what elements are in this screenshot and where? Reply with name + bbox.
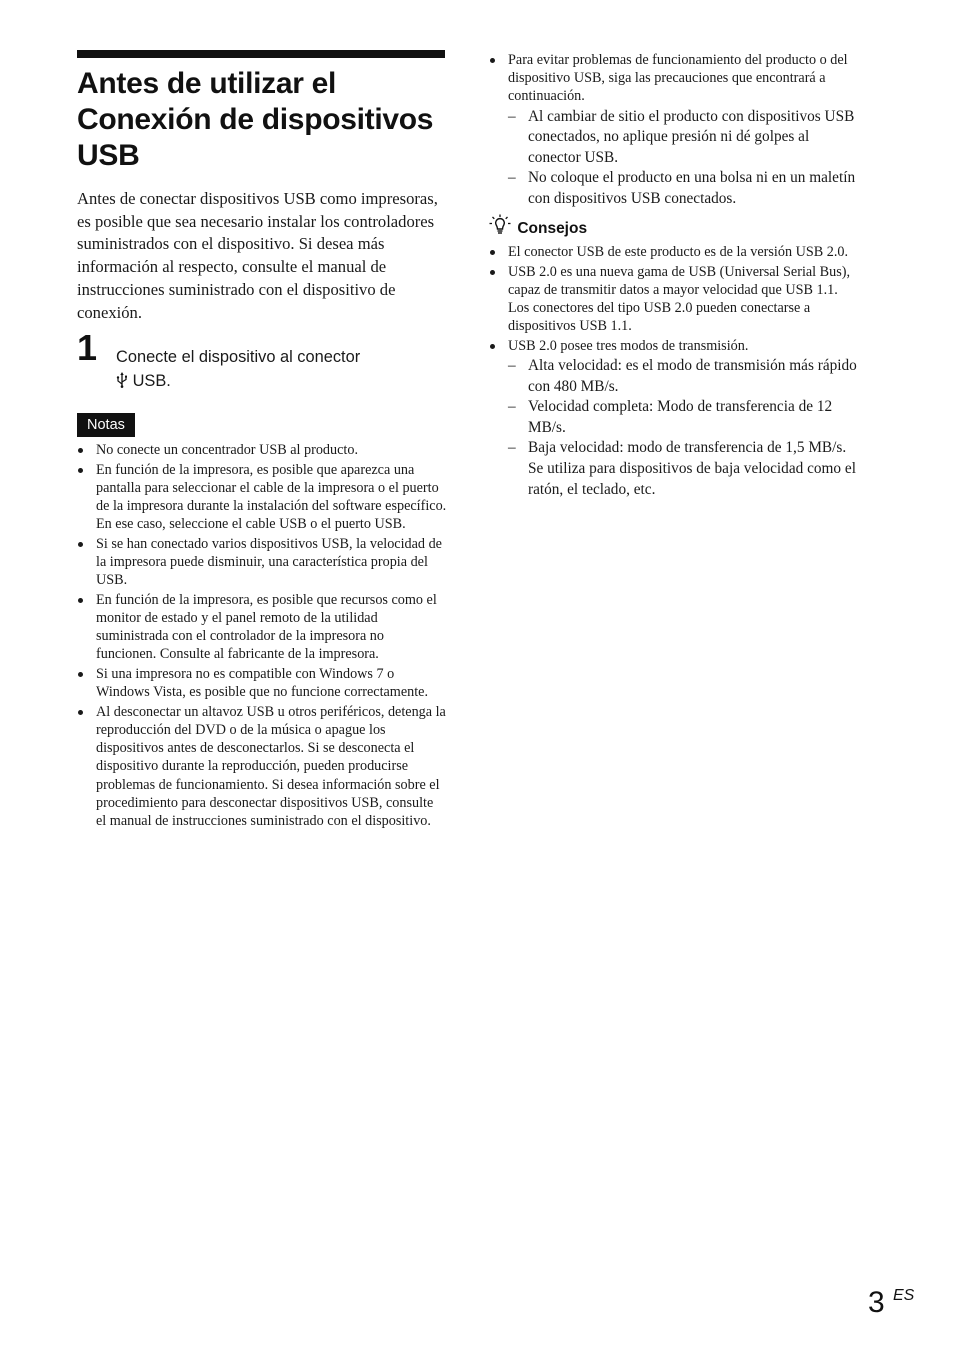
bullet-icon: [78, 468, 83, 473]
bullet-icon: [78, 598, 83, 603]
step-text-after: USB.: [132, 372, 171, 390]
bullet-icon: [78, 672, 83, 677]
sub-list-item: – Alta velocidad: es el modo de transmisión más rápido con 480 MB/s.: [508, 357, 857, 395]
bullet-icon: [490, 250, 495, 255]
sub-list-item: – No coloque el producto en una bolsa ni en un maletín con dispositivos USB conectados.: [508, 169, 856, 207]
notes-list: [77, 441, 447, 832]
step-number: 1: [77, 327, 98, 368]
tips-label: Consejos: [517, 220, 588, 237]
notes-badge: Notas: [77, 413, 135, 437]
list-item: USB 2.0 es una nueva gama de USB (Universal Serial Bus), capaz de transmitir datos a mayor velocidad que USB 1.1. Los conectores del tipo USB 2.0 pueden conectarse a dispositivos USB 1.1.: [489, 263, 861, 336]
dash-marker: –: [508, 439, 516, 457]
bullet-icon: [490, 270, 495, 275]
page-number: 3: [868, 1286, 885, 1319]
tips-list: [489, 243, 861, 502]
bullet-icon: [78, 710, 83, 715]
usb-icon: [116, 371, 128, 387]
list-item: En función de la impresora, es posible que aparezca una pantalla para seleccionar el cable de la impresora o el puerto de la impresora durante la instalación del software específico. En ese caso, seleccione el cable USB o el puerto USB.: [77, 461, 447, 534]
dash-marker: –: [508, 169, 516, 187]
title-rule: [77, 50, 445, 58]
list-item: No conecte un concentrador USB al producto.: [77, 441, 447, 459]
lightbulb-icon: [489, 214, 511, 236]
bullet-icon: [490, 344, 495, 349]
bullet-icon: [78, 542, 83, 547]
list-item: Al desconectar un altavoz USB u otros periféricos, detenga la reproducción del DVD o de la música o apague los dispositivos antes de desconectarlos. Si se desconecta el dispositivo durante la reproducción, pueden producirse problemas de funcionamiento. Si desea información sobre el procedimiento para desconectar dispositivos USB, consulte el manual de instrucciones suministrado con el dispositivo.: [77, 703, 447, 830]
transmission-modes-sublist: [508, 356, 861, 500]
bullet-icon: [78, 448, 83, 453]
sub-list-item: – Velocidad completa: Modo de transferencia de 12 MB/s.: [508, 398, 833, 436]
page-language: ES: [893, 1287, 915, 1304]
list-item: En función de la impresora, es posible que recursos como el monitor de estado y el panel remoto de la utilidad suministrada con el controlador de la impresora no funcionen. Consulte al fabricante de la impresora.: [77, 591, 447, 664]
sub-list-item: – Baja velocidad: modo de transferencia de 1,5 MB/s. Se utiliza para dispositivos de baja velocidad como el ratón, el teclado, etc.: [508, 439, 856, 498]
step-instruction: [116, 345, 436, 393]
list-item: Si se han conectado varios dispositivos USB, la velocidad de la impresora puede disminuir, una característica propia del USB.: [77, 535, 447, 590]
list-item: USB 2.0 posee tres modos de transmisión. – Alta velocidad: es el modo de transmisión más rápido con 480 MB/s. – Velocidad completa: Modo de transferencia de 12 MB/s. – Baja velocidad: modo de transferencia de 1,5 MB/s. Se utiliza para dispositivos de baja velocidad como el ratón, el teclado, etc.: [489, 337, 861, 500]
dash-marker: –: [508, 107, 516, 125]
intro-paragraph: Antes de conectar dispositivos USB como impresoras, es posible que sea necesario instalar los controladores suministrados con el dispositivo. Si desea más información al respecto, consulte el manual de instrucciones suministrado con el dispositivo de conexión.: [77, 189, 438, 322]
list-item: Si una impresora no es compatible con Windows 7 o Windows Vista, es posible que no funcione correctamente.: [77, 665, 447, 701]
bullet-icon: [490, 58, 495, 63]
list-item: Para evitar problemas de funcionamiento del producto o del dispositivo USB, siga las precauciones que encontrará a continuación. – Al cambiar de sitio el producto con dispositivos USB conectados, no aplique presión ni dé golpes al conector USB. – No coloque el producto en una bolsa ni en un maletín con dispositivos USB conectados.: [489, 51, 861, 210]
sub-list-item: – Al cambiar de sitio el producto con dispositivos USB conectados, no aplique presión ni dé golpes al conector USB.: [508, 107, 855, 166]
tips-heading: [489, 214, 587, 238]
dash-marker: –: [508, 357, 516, 374]
step-text-before: Conecte el dispositivo al conector: [116, 348, 361, 366]
notes-continued: [489, 51, 861, 211]
dash-marker: –: [508, 398, 516, 416]
list-item: El conector USB de este producto es de la versión USB 2.0.: [489, 243, 861, 261]
notes-continued-list: [489, 51, 861, 210]
page-title: Antes de utilizar el Conexión de dispositivos USB: [77, 67, 434, 172]
precautions-sublist: [508, 107, 861, 210]
